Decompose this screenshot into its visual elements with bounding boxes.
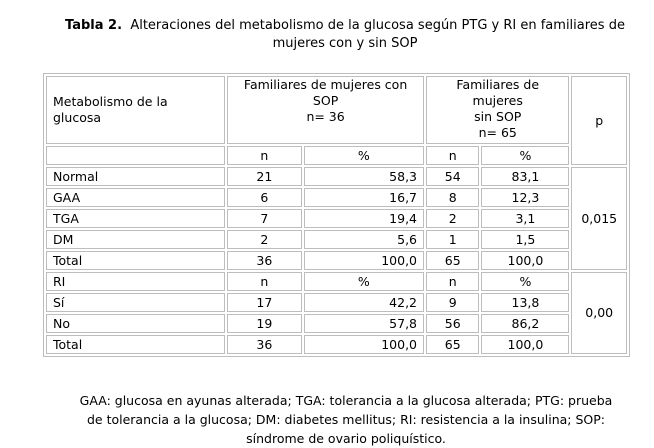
ri-header-pct1: % xyxy=(304,272,424,291)
row-label: DM xyxy=(46,230,225,249)
cell-pct1: 58,3 xyxy=(304,167,424,186)
table-row xyxy=(46,293,627,312)
cell-pct1: 42,2 xyxy=(304,293,424,312)
table-footnote: GAA: glucosa en ayunas alterada; TGA: tolerancia a la glucosa alterada; PTG: prueba de tolerancia a la glucosa; DM: diabetes mellitus; RI: resistencia a la insulina; SOP: síndrome de ovario poliquístico. xyxy=(79,393,613,446)
cell-pct1: 16,7 xyxy=(304,188,424,207)
table-row xyxy=(46,251,627,270)
cell-n2: 2 xyxy=(426,209,479,228)
cell-n2: 65 xyxy=(426,335,479,354)
table-caption xyxy=(40,17,650,53)
cell-pct2: 3,1 xyxy=(481,209,569,228)
header-group-no-sop-line3: sin SOP xyxy=(474,109,522,124)
table-row xyxy=(46,209,627,228)
cell-n1: 36 xyxy=(227,335,301,354)
cell-n1: 17 xyxy=(227,293,301,312)
cell-n2: 1 xyxy=(426,230,479,249)
cell-n1: 2 xyxy=(227,230,301,249)
cell-pct2: 83,1 xyxy=(481,167,569,186)
section-header-row xyxy=(46,272,627,291)
header-row xyxy=(46,76,627,144)
row-label: GAA xyxy=(46,188,225,207)
cell-n1: 7 xyxy=(227,209,301,228)
row-label: Total xyxy=(46,335,225,354)
cell-pct2: 100,0 xyxy=(481,335,569,354)
row-label: Total xyxy=(46,251,225,270)
cell-pct2: 86,2 xyxy=(481,314,569,333)
cell-n1: 21 xyxy=(227,167,301,186)
header-group-no-sop-line4: n= 65 xyxy=(478,125,517,140)
table-row xyxy=(46,335,627,354)
subheader-row xyxy=(46,146,627,165)
row-label: Normal xyxy=(46,167,225,186)
header-group-no-sop-line1: Familiares de xyxy=(456,77,540,92)
cell-pct1: 100,0 xyxy=(304,251,424,270)
ri-header-n1: n xyxy=(227,272,301,291)
header-group-sop xyxy=(227,76,424,144)
cell-n2: 65 xyxy=(426,251,479,270)
row-label: Sí xyxy=(46,293,225,312)
ri-header-n2: n xyxy=(426,272,479,291)
table-row xyxy=(46,188,627,207)
cell-n2: 9 xyxy=(426,293,479,312)
table-row xyxy=(46,314,627,333)
cell-n1: 19 xyxy=(227,314,301,333)
row-label: No xyxy=(46,314,225,333)
header-p: p xyxy=(571,76,627,165)
cell-pct2: 12,3 xyxy=(481,188,569,207)
cell-n1: 36 xyxy=(227,251,301,270)
subheader-empty xyxy=(46,146,225,165)
header-group-sop-line3: n= 36 xyxy=(306,109,345,124)
ri-label: RI xyxy=(46,272,225,291)
caption-label: Tabla 2. xyxy=(65,18,123,33)
data-table xyxy=(43,73,630,357)
cell-n1: 6 xyxy=(227,188,301,207)
table-row xyxy=(46,167,627,186)
ri-header-pct2: % xyxy=(481,272,569,291)
subheader-n2: n xyxy=(426,146,479,165)
p-value-ri: 0,00 xyxy=(571,272,627,354)
cell-pct2: 1,5 xyxy=(481,230,569,249)
subheader-pct2: % xyxy=(481,146,569,165)
cell-pct2: 13,8 xyxy=(481,293,569,312)
subheader-n1: n xyxy=(227,146,301,165)
cell-pct1: 5,6 xyxy=(304,230,424,249)
header-group-sop-line1: Familiares de mujeres con xyxy=(243,77,408,92)
header-metabolism: Metabolismo de la glucosa xyxy=(46,76,225,144)
cell-pct2: 100,0 xyxy=(481,251,569,270)
subheader-pct1: % xyxy=(304,146,424,165)
caption-text: Alteraciones del metabolismo de la glucosa según PTG y RI en familiares de mujeres con y sin SOP xyxy=(130,18,625,51)
header-group-no-sop-line2: mujeres xyxy=(472,93,523,108)
cell-n2: 56 xyxy=(426,314,479,333)
p-value-metabolism: 0,015 xyxy=(571,167,627,270)
header-group-sop-line2: SOP xyxy=(312,93,339,108)
cell-pct1: 100,0 xyxy=(304,335,424,354)
cell-pct1: 19,4 xyxy=(304,209,424,228)
cell-n2: 54 xyxy=(426,167,479,186)
table-row xyxy=(46,230,627,249)
cell-n2: 8 xyxy=(426,188,479,207)
row-label: TGA xyxy=(46,209,225,228)
header-group-no-sop xyxy=(426,76,569,144)
cell-pct1: 57,8 xyxy=(304,314,424,333)
